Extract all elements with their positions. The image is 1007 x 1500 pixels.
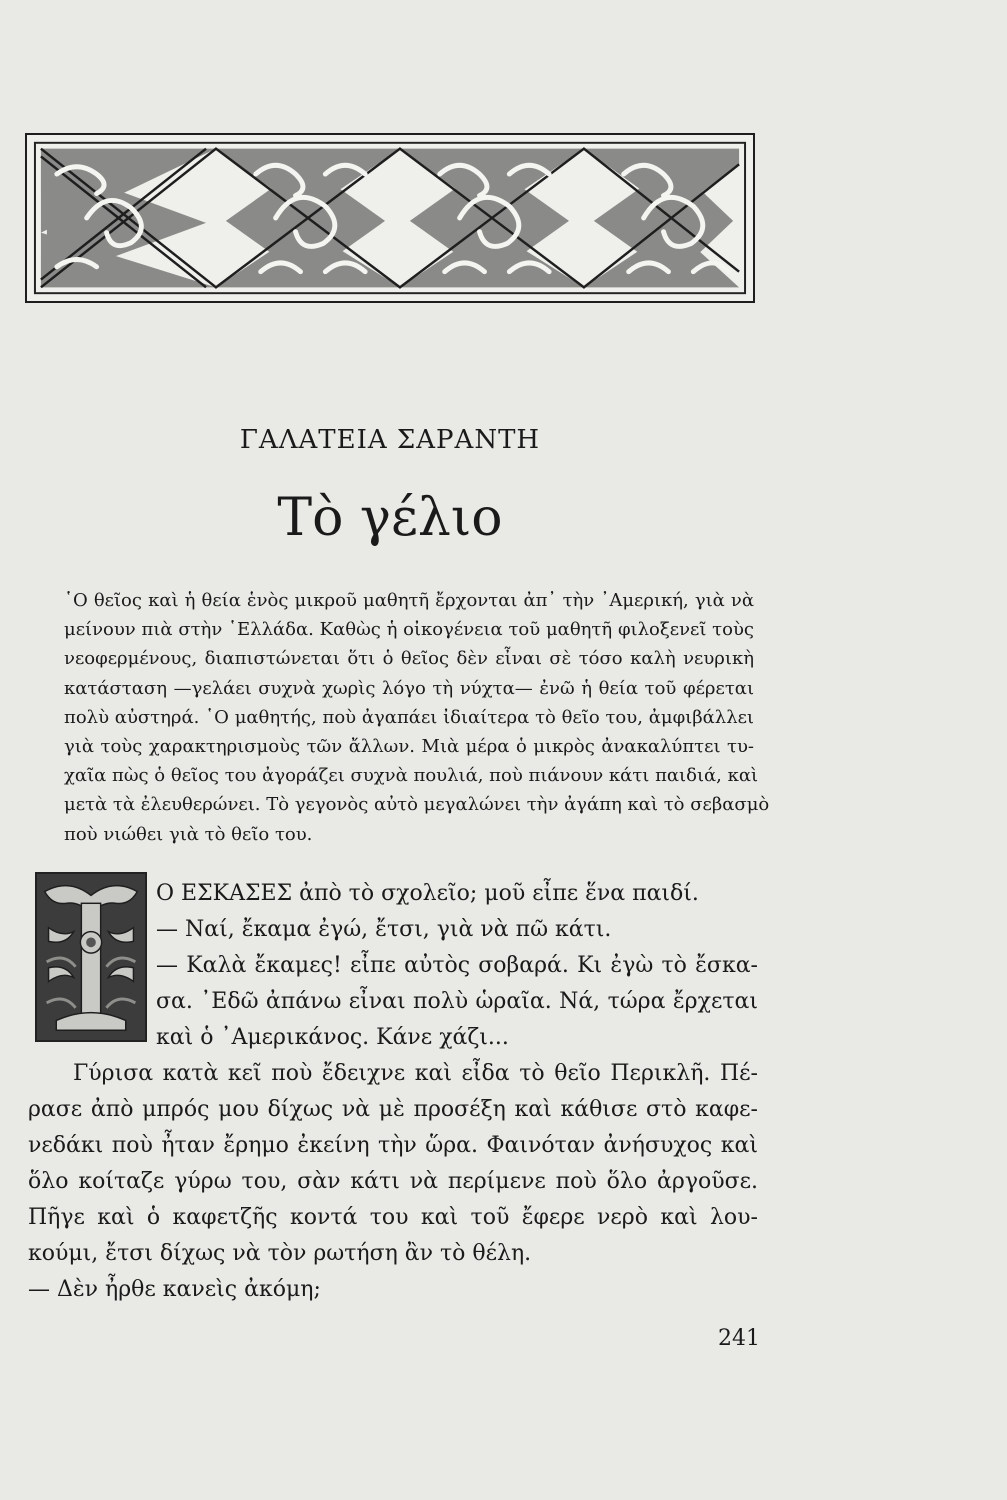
summary-line: κατάσταση —γελάει συχνὰ χωρὶς λόγο τὴ νύχτα— ἐνῶ ἡ θεία τοῦ φέρεται <box>64 677 754 699</box>
body-line: Πῆγε καὶ ὁ καφετζῆς κοντά του καὶ τοῦ ἔφερε νερὸ καὶ λου- <box>28 1205 758 1230</box>
body-line: ρασε ἀπὸ μπρός μου δίχως νὰ μὲ προσέξη καὶ κάθισε στὸ καφε- <box>28 1097 758 1122</box>
summary-line: νεοφερμένους, διαπιστώνεται ὅτι ὁ θεῖος δὲν εἶναι σὲ τόσο καλὴ νευρικὴ <box>64 648 754 670</box>
ornament-pattern-icon <box>27 135 753 301</box>
summary-line: ποὺ νιώθει γιὰ τὸ θεῖο του. <box>64 823 313 845</box>
body-line: κούμι, ἔτσι δίχως νὰ τὸν ρωτήση ἂν τὸ θέλη. <box>28 1241 532 1266</box>
summary-line: μείνουν πιὰ στὴν ῾Ελλάδα. Καθὼς ἡ οἰκογένεια τοῦ μαθητῆ φιλοξενεῖ τοὺς <box>64 619 754 641</box>
body-line: — Καλὰ ἔκαμες! εἶπε αὐτὸς σοβαρά. Κι ἐγὼ τὸ ἔσκα- <box>156 953 758 978</box>
story-summary <box>64 586 770 849</box>
summary-line: μετὰ τὰ ἐλευθερώνει. Τὸ γεγονὸς αὐτὸ μεγαλώνει τὴν ἀγάπη καὶ τὸ σεβασμὸ <box>64 794 770 816</box>
body-line: καὶ ὁ ᾽Αμερικάνος. Κάνε χάζι... <box>156 1025 509 1050</box>
story-title: Τὸ γέλιο <box>277 488 503 548</box>
summary-line: ῾Ο θεῖος καὶ ἡ θεία ἑνὸς μικροῦ μαθητῆ ἔρχονται ἀπ᾽ τὴν ᾽Αμερική, γιὰ νὰ <box>64 590 754 611</box>
summary-line: γιὰ τοὺς χαρακτηρισμοὺς τῶν ἄλλων. Μιὰ μέρα ὁ μικρὸς ἀνακαλύπτει τυ- <box>64 736 754 758</box>
body-line: Ο ΕΣΚΑΣΕΣ ἀπὸ τὸ σχολεῖο; μοῦ εἶπε ἕνα παιδί. <box>156 881 699 906</box>
body-line: σα. ᾽Εδῶ ἀπάνω εἶναι πολὺ ὡραῖα. Νά, τώρα ἔρχεται <box>156 989 758 1014</box>
author-name: ΓΑΛΑΤΕΙΑ ΣΑΡΑΝΤΗ <box>239 425 541 455</box>
body-line: Γύρισα κατὰ κεῖ ποὺ ἔδειχνε καὶ εἶδα τὸ θεῖο Περικλῆ. Πέ- <box>73 1061 758 1086</box>
story-text <box>28 876 758 1308</box>
body-line: — Δὲν ἦρθε κανεὶς ἀκόμη; <box>28 1277 321 1302</box>
body-line: ὅλο κοίταζε γύρω του, σὰν κάτι νὰ περίμενε ποὺ ὅλο ἀργοῦσε. <box>28 1169 758 1194</box>
ornamental-header-band <box>25 133 755 303</box>
body-line: — Ναί, ἔκαμα ἐγώ, ἔτσι, γιὰ νὰ πῶ κάτι. <box>156 917 612 942</box>
body-line: νεδάκι ποὺ ἦταν ἔρημο ἐκείνη τὴν ὥρα. Φαινόταν ἀνήσυχος καὶ <box>28 1133 758 1158</box>
summary-line: πολὺ αὐστηρά. ῾Ο μαθητής, ποὺ ἀγαπάει ἰδιαίτερα τὸ θεῖο του, ἀμφιβάλλει <box>64 706 754 728</box>
summary-line: χαῖα πὼς ὁ θεῖος του ἀγοράζει συχνὰ πουλιά, ποὺ πιάνουν κάτι παιδιά, καὶ <box>64 765 759 787</box>
page-number: 241 <box>718 1326 760 1351</box>
